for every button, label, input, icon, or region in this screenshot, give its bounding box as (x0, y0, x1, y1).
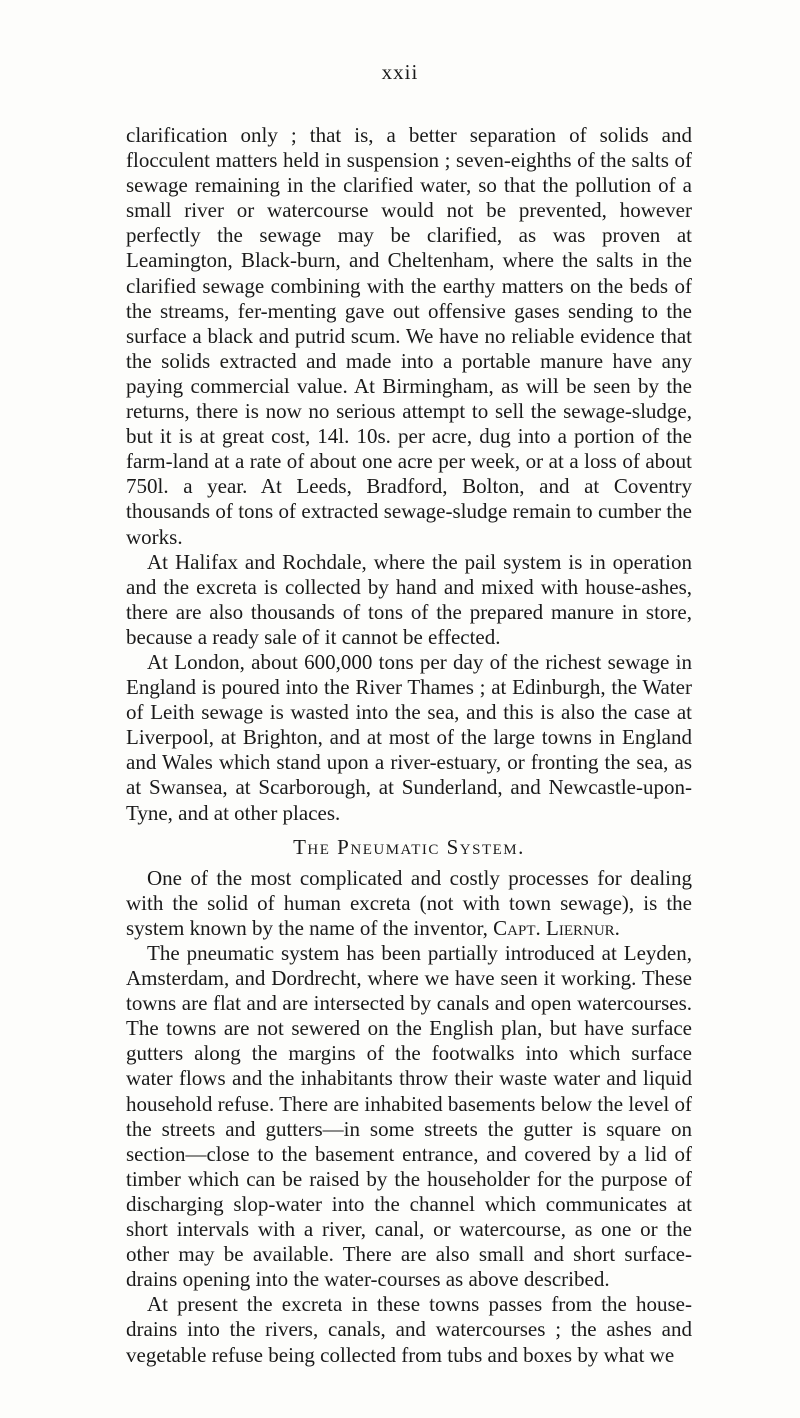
paragraph-halifax-rochdale: At Halifax and Rochdale, where the pail system is in operation and the excreta is collected by hand and mixed with house-ashes, there are also thousands of tons of the prepared manure in store, because a ready sale of it cannot be effected. (126, 549, 692, 649)
paragraph-liernur-text: One of the most complicated and costly processes for dealing with the solid of human excreta (not with town sewage), is the system known by the name of the inventor, (126, 865, 692, 940)
inventor-name: Capt. Liernur. (493, 915, 620, 940)
section-heading: The Pneumatic System. (293, 834, 525, 859)
paragraph-clarification: clarification only ; that is, a better separation of solids and flocculent matters held in suspension ; seven-eighths of the salts of sewage remaining in the clarified water, so that the pollution of a small river or watercourse would not be prevented, however perfectly the sewage may be clarified, as was proven at Leamington, Black-burn, and Cheltenham, where the salts in the clarified sewage combining with the earthy matters on the beds of the streams, fer-menting gave out offensive gases sending to the surface a black and putrid scum. We have no reliable evidence that the solids extracted and made into a portable manure have any paying commercial value. At Birmingham, as will be seen by the returns, there is now no serious attempt to sell the sewage-sludge, but it is at great cost, 14l. 10s. per acre, dug into a portion of the farm-land at a rate of about one acre per week, or at a loss of about 750l. a year. At Leeds, Bradford, Bolton, and at Coventry thousands of tons of extracted sewage-sludge remain to cumber the works. (126, 123, 692, 549)
body-text (126, 123, 692, 1368)
page-number: xxii (381, 60, 419, 84)
paragraph-pneumatic-system: The pneumatic system has been partially introduced at Leyden, Amsterdam, and Dordrecht, where we have seen it working. These towns are flat and are intersected by canals and open watercourses. The towns are not sewered on the English plan, but have surface gutters along the margins of the footwalks into which surface water flows and the inhabitants throw their waste water and liquid household refuse. There are inhabited basements below the level of the streets and gutters—in some streets the gutter is square on section—close to the basement entrance, and covered by a lid of timber which can be raised by the householder for the purpose of discharging slop-water into the channel which communicates at short intervals with a river, canal, or watercourse, as one or the other may be available. There are also small and short surface-drains opening into the water-courses as above described. (126, 941, 692, 1292)
paragraph-liernur (126, 866, 692, 941)
paragraph-london: At London, about 600,000 tons per day of the richest sewage in England is poured into the River Thames ; at Edinburgh, the Water of Leith sewage is wasted into the sea, and this is also the case at Liverpool, at Brighton, and at most of the large towns in England and Wales which stand upon a river-estuary, or fronting the sea, as at Swansea, at Scarborough, at Sunderland, and Newcastle-upon-Tyne, and at other places. (126, 649, 692, 825)
paragraph-present-excreta: At present the excreta in these towns passes from the house-drains into the rivers, canals, and watercourses ; the ashes and vegetable refuse being collected from tubs and boxes by what we (126, 1292, 692, 1367)
